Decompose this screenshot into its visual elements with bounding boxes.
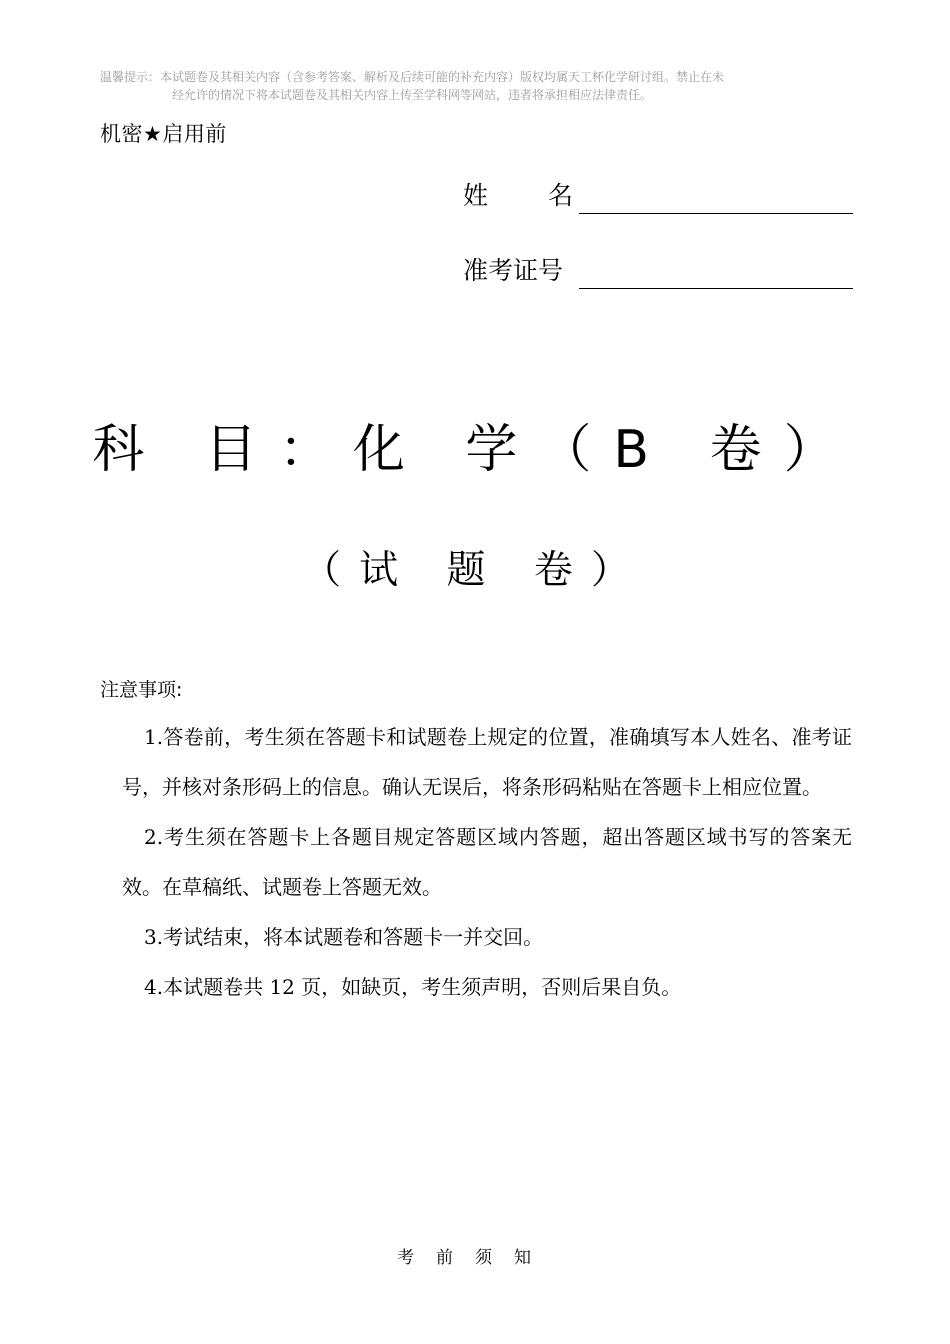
name-field-label: 姓名	[463, 181, 634, 210]
note-item-2: 2.考生须在答题卡上各题目规定答题区域内答题，超出答题区域书写的答案无效。在草稿纸、试题卷上答题无效。	[122, 825, 852, 899]
name-field-blank[interactable]	[579, 213, 853, 214]
name-field[interactable]	[463, 176, 853, 216]
copyright-notice	[100, 68, 852, 104]
note-item-3: 3.考试结束，将本试题卷和答题卡一并交回。	[144, 925, 544, 949]
exam-id-field-label: 准考证号	[463, 256, 564, 285]
notes-list	[122, 712, 852, 1012]
notes-heading: 注意事项:	[100, 679, 183, 701]
exam-id-field[interactable]	[463, 251, 853, 291]
subject-title: 科 目：化 学（B 卷）	[92, 420, 858, 480]
confidential-label: 机密★启用前	[100, 122, 227, 146]
copyright-notice-line-1: 温馨提示：本试题卷及其相关内容（含参考答案、解析及后续可能的补充内容）版权均属天工杯化学研讨组。禁止在未	[100, 70, 725, 84]
paper-type-title: （试 题 卷）	[302, 548, 648, 593]
note-item-4: 4.本试题卷共 12 页，如缺页，考生须声明，否则后果自负。	[144, 975, 682, 999]
page-footer: 考前须知	[397, 1248, 553, 1268]
note-item-1: 1.答卷前，考生须在答题卡和试题卷上规定的位置，准确填写本人姓名、准考证号，并核对条形码上的信息。确认无误后，将条形码粘贴在答题卡上相应位置。	[122, 725, 852, 799]
copyright-notice-line-2: 经允许的情况下将本试题卷及其相关内容上传至学科网等网站，违者将承担相应法律责任。	[172, 88, 653, 102]
exam-id-field-blank[interactable]	[579, 288, 853, 289]
